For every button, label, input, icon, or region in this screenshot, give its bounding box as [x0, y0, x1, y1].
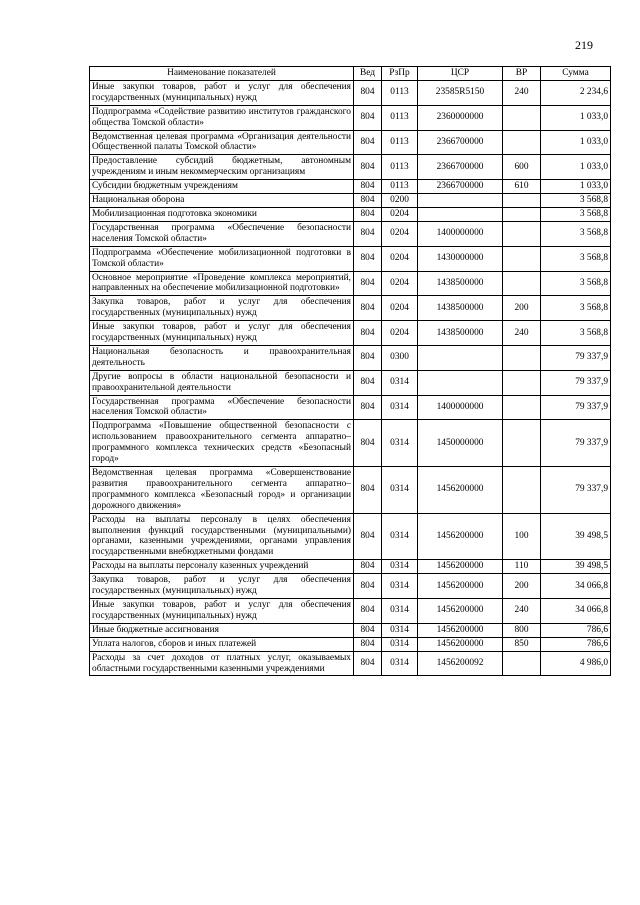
row-vr-cell	[503, 207, 541, 221]
table-row	[90, 651, 611, 676]
table-row	[90, 194, 611, 208]
row-ved-cell: 804	[354, 598, 382, 623]
table-row	[90, 105, 611, 130]
row-vr-cell	[503, 370, 541, 395]
row-sum-cell: 79 337,9	[541, 370, 611, 395]
row-ved-cell: 804	[354, 194, 382, 208]
row-csr-cell: 1456200000	[418, 574, 503, 599]
row-csr-cell	[418, 345, 503, 370]
table-row	[90, 80, 611, 105]
row-sum-cell: 3 568,8	[541, 207, 611, 221]
row-sum-cell: 3 568,8	[541, 321, 611, 346]
row-name-cell: Государственная программа «Обеспечение безопасности населения Томской области»	[90, 221, 354, 246]
row-sum-cell: 3 568,8	[541, 296, 611, 321]
row-vr-cell	[503, 221, 541, 246]
row-ved-cell: 804	[354, 560, 382, 574]
row-vr-cell: 200	[503, 574, 541, 599]
row-csr-cell: 2360000000	[418, 105, 503, 130]
row-name-cell: Подпрограмма «Содействие развитию институтов гражданского общества Томской области»	[90, 105, 354, 130]
table-row	[90, 395, 611, 420]
row-csr-cell: 1430000000	[418, 246, 503, 271]
row-name-cell: Другие вопросы в области национальной безопасности и правоохранительной деятельности	[90, 370, 354, 395]
row-csr-cell: 1456200092	[418, 651, 503, 676]
row-sum-cell: 3 568,8	[541, 194, 611, 208]
row-csr-cell	[418, 194, 503, 208]
row-csr-cell: 1438500000	[418, 271, 503, 296]
table-row	[90, 271, 611, 296]
row-csr-cell	[418, 207, 503, 221]
table-row	[90, 155, 611, 180]
header-name: Наименование показателей	[90, 67, 354, 81]
row-ved-cell: 804	[354, 345, 382, 370]
row-vr-cell: 200	[503, 296, 541, 321]
row-csr-cell: 1456200000	[418, 560, 503, 574]
row-name-cell: Уплата налогов, сборов и иных платежей	[90, 637, 354, 651]
row-ved-cell: 804	[354, 221, 382, 246]
row-ved-cell: 804	[354, 296, 382, 321]
row-ved-cell: 804	[354, 271, 382, 296]
row-rzpr-cell: 0314	[382, 623, 418, 637]
table-row	[90, 513, 611, 560]
row-sum-cell: 79 337,9	[541, 467, 611, 514]
table-row	[90, 370, 611, 395]
row-csr-cell: 1450000000	[418, 420, 503, 467]
row-sum-cell: 1 033,0	[541, 130, 611, 155]
row-sum-cell: 3 568,8	[541, 271, 611, 296]
row-name-cell: Мобилизационная подготовка экономики	[90, 207, 354, 221]
table-row	[90, 560, 611, 574]
row-name-cell: Подпрограмма «Обеспечение мобилизационной подготовки в Томской области»	[90, 246, 354, 271]
row-vr-cell: 240	[503, 321, 541, 346]
row-ved-cell: 804	[354, 574, 382, 599]
row-csr-cell: 1400000000	[418, 221, 503, 246]
row-ved-cell: 804	[354, 637, 382, 651]
row-rzpr-cell: 0113	[382, 105, 418, 130]
row-name-cell: Закупка товаров, работ и услуг для обеспечения государственных (муниципальных) нужд	[90, 574, 354, 599]
row-rzpr-cell: 0204	[382, 271, 418, 296]
row-rzpr-cell: 0113	[382, 130, 418, 155]
row-sum-cell: 1 033,0	[541, 155, 611, 180]
row-vr-cell	[503, 651, 541, 676]
row-ved-cell: 804	[354, 180, 382, 194]
row-name-cell: Основное мероприятие «Проведение комплекса мероприятий, направленных на обеспечение мобилизационной подготовки»	[90, 271, 354, 296]
table-row	[90, 467, 611, 514]
row-ved-cell: 804	[354, 207, 382, 221]
table-row	[90, 623, 611, 637]
table-row	[90, 130, 611, 155]
header-vr: ВР	[503, 67, 541, 81]
row-sum-cell: 1 033,0	[541, 105, 611, 130]
row-rzpr-cell: 0204	[382, 221, 418, 246]
row-ved-cell: 804	[354, 467, 382, 514]
row-name-cell: Закупка товаров, работ и услуг для обеспечения государственных (муниципальных) нужд	[90, 296, 354, 321]
row-vr-cell	[503, 467, 541, 514]
row-ved-cell: 804	[354, 513, 382, 560]
row-vr-cell: 850	[503, 637, 541, 651]
row-name-cell: Ведомственная целевая программа «Совершенствование развития правоохранительного сегмента аппаратно–программного комплекса «Безопасный город» и организации дорожного движения»	[90, 467, 354, 514]
row-name-cell: Иные закупки товаров, работ и услуг для обеспечения государственных (муниципальных) нужд	[90, 598, 354, 623]
row-sum-cell: 34 066,8	[541, 574, 611, 599]
row-csr-cell: 2366700000	[418, 155, 503, 180]
row-csr-cell: 1400000000	[418, 395, 503, 420]
table-row	[90, 207, 611, 221]
row-csr-cell: 2366700000	[418, 180, 503, 194]
header-ved: Вед	[354, 67, 382, 81]
header-rzpr: РзПр	[382, 67, 418, 81]
table-row	[90, 574, 611, 599]
header-sum: Сумма	[541, 67, 611, 81]
row-sum-cell: 79 337,9	[541, 395, 611, 420]
row-vr-cell	[503, 345, 541, 370]
row-ved-cell: 804	[354, 155, 382, 180]
row-rzpr-cell: 0314	[382, 574, 418, 599]
row-sum-cell: 34 066,8	[541, 598, 611, 623]
row-name-cell: Подпрограмма «Повышение общественной безопасности с использованием правоохранительного сегмента аппаратно–программного комплекса технических средств «Безопасный город»	[90, 420, 354, 467]
row-sum-cell: 79 337,9	[541, 345, 611, 370]
row-sum-cell: 2 234,6	[541, 80, 611, 105]
row-sum-cell: 786,6	[541, 623, 611, 637]
row-sum-cell: 39 498,5	[541, 560, 611, 574]
row-name-cell: Предоставление субсидий бюджетным, автономным учреждениям и иным некоммерческим организациям	[90, 155, 354, 180]
row-vr-cell: 240	[503, 80, 541, 105]
row-sum-cell: 786,6	[541, 637, 611, 651]
row-name-cell: Субсидии бюджетным учреждениям	[90, 180, 354, 194]
table-row	[90, 345, 611, 370]
row-vr-cell	[503, 130, 541, 155]
header-csr: ЦСР	[418, 67, 503, 81]
row-rzpr-cell: 0200	[382, 194, 418, 208]
row-rzpr-cell: 0113	[382, 155, 418, 180]
row-csr-cell: 1438500000	[418, 296, 503, 321]
row-rzpr-cell: 0204	[382, 321, 418, 346]
row-rzpr-cell: 0314	[382, 370, 418, 395]
row-rzpr-cell: 0314	[382, 513, 418, 560]
row-rzpr-cell: 0314	[382, 637, 418, 651]
row-ved-cell: 804	[354, 651, 382, 676]
row-ved-cell: 804	[354, 130, 382, 155]
row-ved-cell: 804	[354, 80, 382, 105]
row-csr-cell: 23585R5150	[418, 80, 503, 105]
row-name-cell: Национальная безопасность и правоохранительная деятельность	[90, 345, 354, 370]
row-rzpr-cell: 0113	[382, 80, 418, 105]
row-name-cell: Национальная оборона	[90, 194, 354, 208]
row-csr-cell: 1456200000	[418, 598, 503, 623]
row-csr-cell	[418, 370, 503, 395]
row-name-cell: Государственная программа «Обеспечение безопасности населения Томской области»	[90, 395, 354, 420]
row-ved-cell: 804	[354, 370, 382, 395]
row-ved-cell: 804	[354, 321, 382, 346]
row-name-cell: Иные закупки товаров, работ и услуг для обеспечения государственных (муниципальных) нужд	[90, 321, 354, 346]
row-rzpr-cell: 0314	[382, 467, 418, 514]
row-rzpr-cell: 0314	[382, 651, 418, 676]
row-name-cell: Расходы на выплаты персоналу казенных учреждений	[90, 560, 354, 574]
table-row	[90, 221, 611, 246]
row-vr-cell: 240	[503, 598, 541, 623]
row-vr-cell	[503, 246, 541, 271]
table-row	[90, 637, 611, 651]
table-row	[90, 296, 611, 321]
row-ved-cell: 804	[354, 420, 382, 467]
row-vr-cell: 800	[503, 623, 541, 637]
table-row	[90, 180, 611, 194]
page-number: 219	[575, 38, 593, 52]
row-rzpr-cell: 0204	[382, 207, 418, 221]
row-name-cell: Иные закупки товаров, работ и услуг для обеспечения государственных (муниципальных) нужд	[90, 80, 354, 105]
row-rzpr-cell: 0314	[382, 560, 418, 574]
row-sum-cell: 4 986,0	[541, 651, 611, 676]
row-vr-cell: 600	[503, 155, 541, 180]
table-row	[90, 598, 611, 623]
row-sum-cell: 79 337,9	[541, 420, 611, 467]
row-ved-cell: 804	[354, 623, 382, 637]
row-rzpr-cell: 0300	[382, 345, 418, 370]
row-vr-cell	[503, 194, 541, 208]
row-vr-cell: 100	[503, 513, 541, 560]
row-name-cell: Расходы на выплаты персоналу в целях обеспечения выполнения функций государственными (муниципальными) органами, казенными учреждениями, органами управления государственными внебюджетными фондами	[90, 513, 354, 560]
row-csr-cell: 1438500000	[418, 321, 503, 346]
row-csr-cell: 1456200000	[418, 513, 503, 560]
row-name-cell: Расходы за счет доходов от платных услуг, оказываемых областными государственными казенными учреждениями	[90, 651, 354, 676]
table-row	[90, 321, 611, 346]
row-sum-cell: 1 033,0	[541, 180, 611, 194]
row-csr-cell: 1456200000	[418, 467, 503, 514]
row-sum-cell: 3 568,8	[541, 221, 611, 246]
row-rzpr-cell: 0204	[382, 296, 418, 321]
row-ved-cell: 804	[354, 395, 382, 420]
table-header-row	[90, 67, 611, 81]
row-name-cell: Ведомственная целевая программа «Организация деятельности Общественной палаты Томской области»	[90, 130, 354, 155]
row-vr-cell	[503, 420, 541, 467]
row-rzpr-cell: 0314	[382, 598, 418, 623]
row-rzpr-cell: 0204	[382, 246, 418, 271]
row-vr-cell	[503, 271, 541, 296]
budget-table	[89, 66, 611, 676]
row-rzpr-cell: 0113	[382, 180, 418, 194]
row-sum-cell: 39 498,5	[541, 513, 611, 560]
row-vr-cell	[503, 395, 541, 420]
row-rzpr-cell: 0314	[382, 395, 418, 420]
row-csr-cell: 2366700000	[418, 130, 503, 155]
row-vr-cell	[503, 105, 541, 130]
row-rzpr-cell: 0314	[382, 420, 418, 467]
row-csr-cell: 1456200000	[418, 637, 503, 651]
table-row	[90, 246, 611, 271]
row-name-cell: Иные бюджетные ассигнования	[90, 623, 354, 637]
row-ved-cell: 804	[354, 246, 382, 271]
row-sum-cell: 3 568,8	[541, 246, 611, 271]
row-vr-cell: 110	[503, 560, 541, 574]
row-ved-cell: 804	[354, 105, 382, 130]
row-csr-cell: 1456200000	[418, 623, 503, 637]
row-vr-cell: 610	[503, 180, 541, 194]
table-row	[90, 420, 611, 467]
